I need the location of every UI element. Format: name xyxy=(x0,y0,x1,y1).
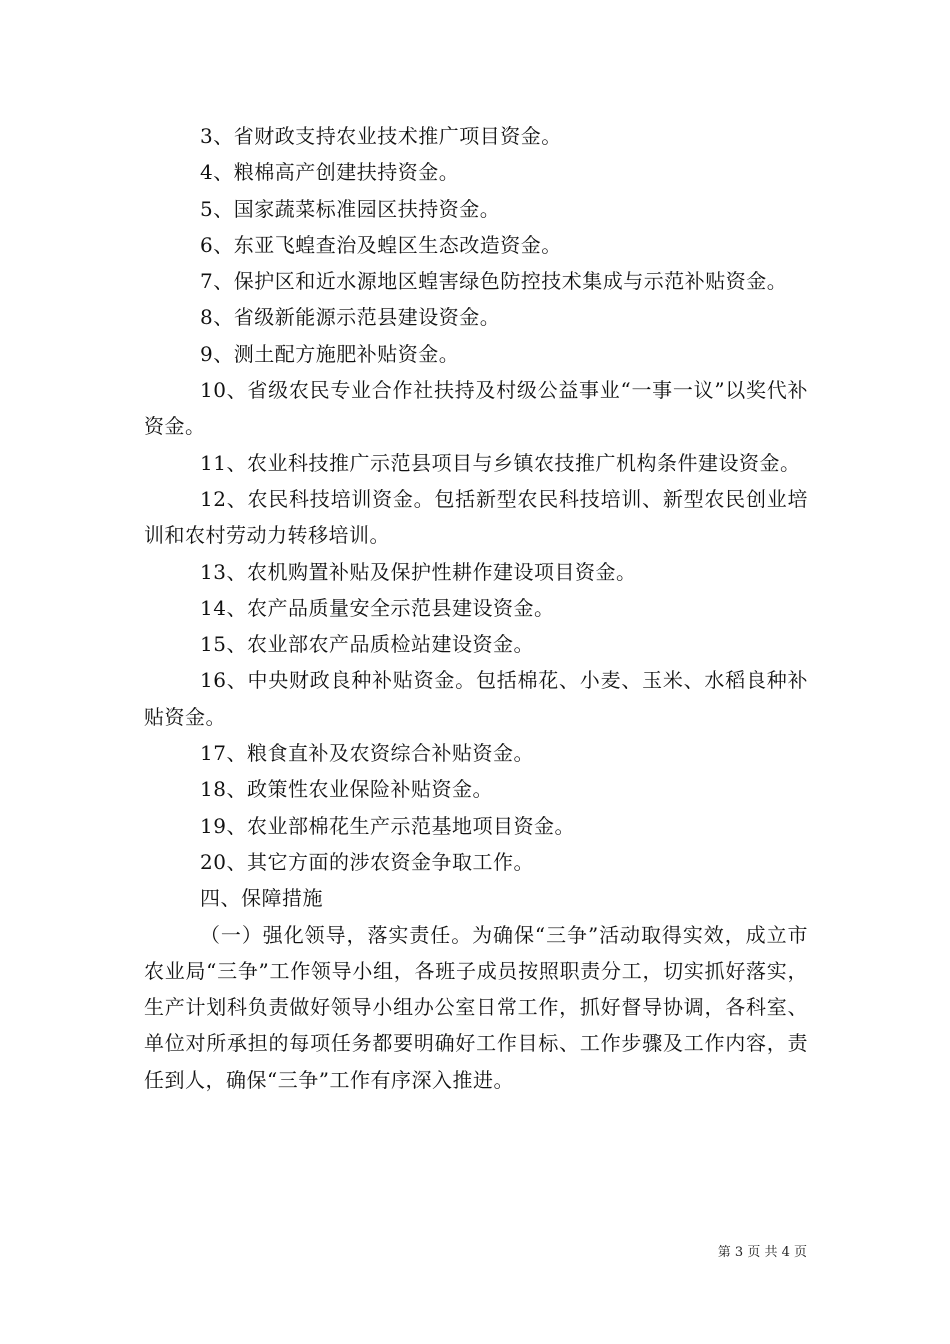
page-number-footer: 第 3 页 共 4 页 xyxy=(717,1245,807,1260)
paragraph-item-8: 8、省级新能源示范县建设资金。 xyxy=(200,305,501,330)
section-heading: 四、保障措施 xyxy=(200,886,323,911)
paragraph-item-10: 10、省级农民专业合作社扶持及村级公益事业“一事一议”以奖代补资金。 xyxy=(144,378,808,439)
paragraph-item-17: 17、粮食直补及农资综合补贴资金。 xyxy=(200,741,534,766)
paragraph-item-4: 4、粮棉高产创建扶持资金。 xyxy=(200,160,460,185)
paragraph-item-13: 13、农机购置补贴及保护性耕作建设项目资金。 xyxy=(200,559,637,584)
document-body xyxy=(144,118,808,1098)
paragraph-item-5: 5、国家蔬菜标准园区扶持资金。 xyxy=(200,196,501,221)
paragraph-item-20: 20、其它方面的涉农资金争取工作。 xyxy=(200,849,534,874)
paragraph-item-14: 14、农产品质量安全示范县建设资金。 xyxy=(200,595,555,620)
paragraph-item-6: 6、东亚飞蝗查治及蝗区生态改造资金。 xyxy=(200,232,562,257)
paragraph-item-19: 19、农业部棉花生产示范基地项目资金。 xyxy=(200,813,575,838)
paragraph-item-3: 3、省财政支持农业技术推广项目资金。 xyxy=(200,124,562,148)
paragraph-item-15: 15、农业部农产品质检站建设资金。 xyxy=(200,632,534,657)
paragraph-item-7: 7、保护区和近水源地区蝗害绿色防控技术集成与示范补贴资金。 xyxy=(200,269,788,294)
paragraph-item-12: 12、农民科技培训资金。包括新型农民科技培训、新型农民创业培训和农村劳动力转移培训。 xyxy=(144,486,808,548)
paragraph-item-9: 9、测土配方施肥补贴资金。 xyxy=(200,341,460,366)
paragraph-item-18: 18、政策性农业保险补贴资金。 xyxy=(200,777,493,802)
paragraph-item-11: 11、农业科技推广示范县项目与乡镇农技推广机构条件建设资金。 xyxy=(200,450,801,475)
paragraph-item-16: 16、中央财政良种补贴资金。包括棉花、小麦、玉米、水稻良种补贴资金。 xyxy=(144,668,808,729)
section-body-paragraph: （一）强化领导，落实责任。为确保“三争”活动取得实效，成立市农业局“三争”工作领导小组，各班子成员按照职责分工，切实抓好落实，生产计划科负责做好领导小组办公室日常工作，抓好督导协调，各科室、单位对所承担的每项任务都要明确好工作目标、工作步骤及工作内容，责任到人，确保“三争”工作有序深入推进。 xyxy=(144,922,808,1092)
